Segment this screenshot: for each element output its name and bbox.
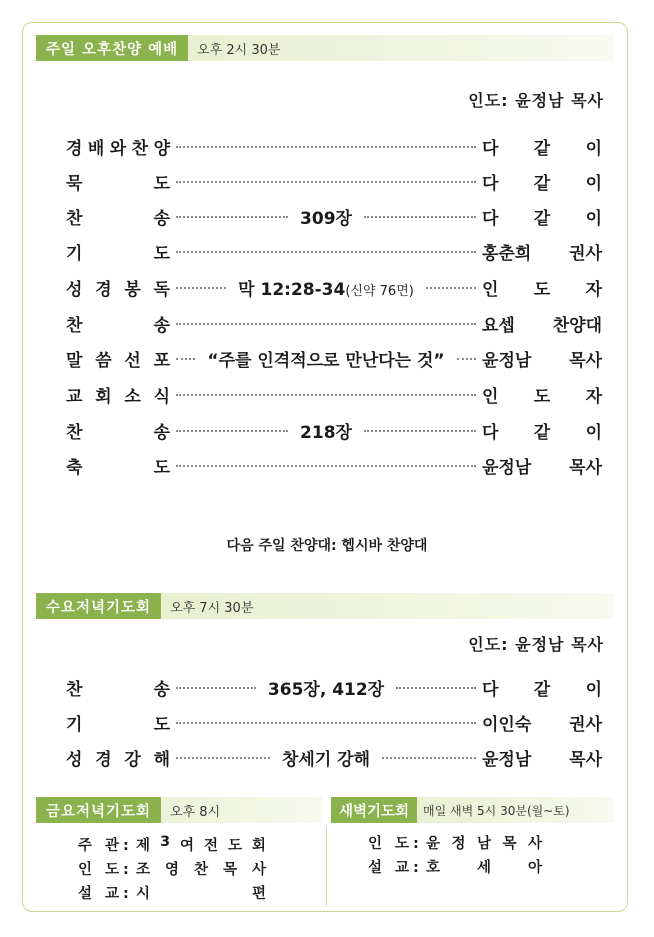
- order-person: 다 같 이: [482, 138, 602, 159]
- dotted-leader: [396, 687, 476, 689]
- dotted-leader: [176, 287, 226, 289]
- detail-key: 설 교:: [368, 860, 423, 876]
- dotted-leader: [176, 430, 288, 432]
- friday-header: [36, 797, 322, 823]
- dotted-leader: [364, 430, 476, 432]
- order-person: 윤정남 목사: [482, 457, 602, 478]
- dawn-title: 새벽기도회: [331, 797, 417, 823]
- order-label: 성 경 강 해: [66, 749, 170, 770]
- sunday-order-row: [66, 417, 602, 443]
- sunday-order-row: [66, 310, 602, 336]
- friday-title: 금요저녁기도회: [36, 797, 161, 823]
- sunday-order-row: [66, 133, 602, 159]
- order-label: 말 씀 선 포: [66, 350, 170, 371]
- order-person: 다 같 이: [482, 208, 603, 229]
- order-detail: [276, 745, 376, 770]
- order-person: 홍춘희 권사: [482, 243, 602, 264]
- order-detail: [262, 675, 390, 700]
- sunday-order-row: [66, 452, 602, 478]
- friday-detail-row: [78, 858, 266, 879]
- order-detail-text: 창세기 강해: [281, 749, 371, 770]
- sunday-title: 주일 오후찬양 예배: [36, 35, 188, 61]
- wednesday-order-row: [66, 744, 602, 770]
- sunday-order-row: [66, 381, 602, 407]
- order-label: 묵 도: [66, 173, 170, 194]
- order-person: 다 같 이: [482, 422, 603, 443]
- detail-key: 주 관:: [78, 838, 133, 854]
- sunday-leader: 인도: 윤정남 목사: [468, 91, 604, 110]
- order-detail: [201, 346, 450, 371]
- wednesday-title: 수요저녁기도회: [36, 593, 161, 619]
- wednesday-leader: 인도: 윤정남 목사: [468, 635, 604, 654]
- detail-value: 호 세 아: [426, 860, 542, 876]
- order-detail-note: (신약 76면): [345, 283, 414, 299]
- order-person: 이인숙 권사: [482, 714, 602, 735]
- order-person: 다 같 이: [482, 173, 602, 194]
- wednesday-order-row: [66, 674, 602, 700]
- sunday-order-row: [66, 238, 602, 264]
- order-label: 찬 송: [66, 208, 170, 229]
- dotted-leader: [176, 216, 288, 218]
- order-label: 기 도: [66, 714, 170, 735]
- order-detail: [294, 418, 358, 443]
- dotted-leader: [176, 722, 476, 724]
- detail-value: 조 영 찬 목 사: [136, 862, 266, 878]
- dotted-leader: [176, 146, 476, 148]
- sunday-order-row: [66, 274, 602, 300]
- dotted-leader: [176, 323, 476, 325]
- sunday-order-row: [66, 345, 602, 371]
- dotted-leader: [457, 358, 476, 360]
- dotted-leader: [176, 251, 476, 253]
- dotted-leader: [364, 216, 476, 218]
- detail-value: 윤 정 남 목 사: [426, 836, 542, 852]
- dotted-leader: [176, 358, 195, 360]
- sunday-order-row: [66, 203, 602, 229]
- order-detail: [232, 275, 420, 300]
- order-detail: [294, 204, 358, 229]
- detail-value: 제 3 여 전 도 회: [136, 834, 266, 854]
- dawn-header: [331, 797, 614, 823]
- order-person: 다 같 이: [482, 679, 603, 700]
- wednesday-header: [36, 593, 614, 619]
- dotted-leader: [426, 287, 476, 289]
- sunday-header: [36, 35, 614, 61]
- order-person: 윤정남 목사: [482, 749, 602, 770]
- order-label: 찬 송: [66, 315, 170, 336]
- detail-key: 인 도:: [368, 836, 423, 852]
- dotted-leader: [176, 465, 476, 467]
- order-detail-text: 309장: [300, 208, 352, 229]
- column-divider: [326, 826, 327, 906]
- order-person: 인 도 자: [482, 279, 603, 300]
- order-label: 찬 송: [66, 679, 170, 700]
- next-week-choir: 다음 주일 찬양대: 헵시바 찬양대: [226, 538, 428, 554]
- order-detail-text: 218장: [300, 422, 352, 443]
- order-person: 윤정남 목사: [482, 350, 603, 371]
- order-detail-text: 막 12:28-34: [238, 279, 346, 300]
- order-label: 기 도: [66, 243, 170, 264]
- order-detail-text: 365장, 412장: [267, 679, 385, 700]
- order-person: 요셉 찬양대: [482, 315, 602, 336]
- friday-detail-row: [78, 834, 266, 855]
- order-label: 찬 송: [66, 422, 170, 443]
- friday-detail-row: [78, 882, 266, 903]
- dotted-leader: [176, 394, 476, 396]
- dawn-detail-row: [368, 832, 542, 853]
- friday-time: 오후 8시: [170, 804, 221, 820]
- sunday-time: 오후 2시 30분: [197, 42, 281, 58]
- order-label: 교 회 소 식: [66, 386, 170, 407]
- order-person: 인 도 자: [482, 386, 602, 407]
- order-label: 축 도: [66, 457, 170, 478]
- dotted-leader: [176, 181, 476, 183]
- detail-key: 설 교:: [78, 886, 133, 902]
- detail-value: 시 편: [136, 886, 266, 902]
- dotted-leader: [176, 757, 270, 759]
- wednesday-order-row: [66, 709, 602, 735]
- order-label: 성 경 봉 독: [66, 279, 170, 300]
- sunday-order-row: [66, 168, 602, 194]
- order-label: 경 배 와 찬 양: [66, 138, 170, 159]
- order-detail-text: “주를 인격적으로 만난다는 것”: [207, 350, 445, 371]
- dotted-leader: [176, 687, 256, 689]
- dawn-detail-row: [368, 856, 542, 877]
- dawn-time: 매일 새벽 5시 30분(월~토): [423, 803, 570, 818]
- detail-key: 인 도:: [78, 862, 133, 878]
- wednesday-time: 오후 7시 30분: [170, 600, 254, 616]
- dotted-leader: [382, 757, 476, 759]
